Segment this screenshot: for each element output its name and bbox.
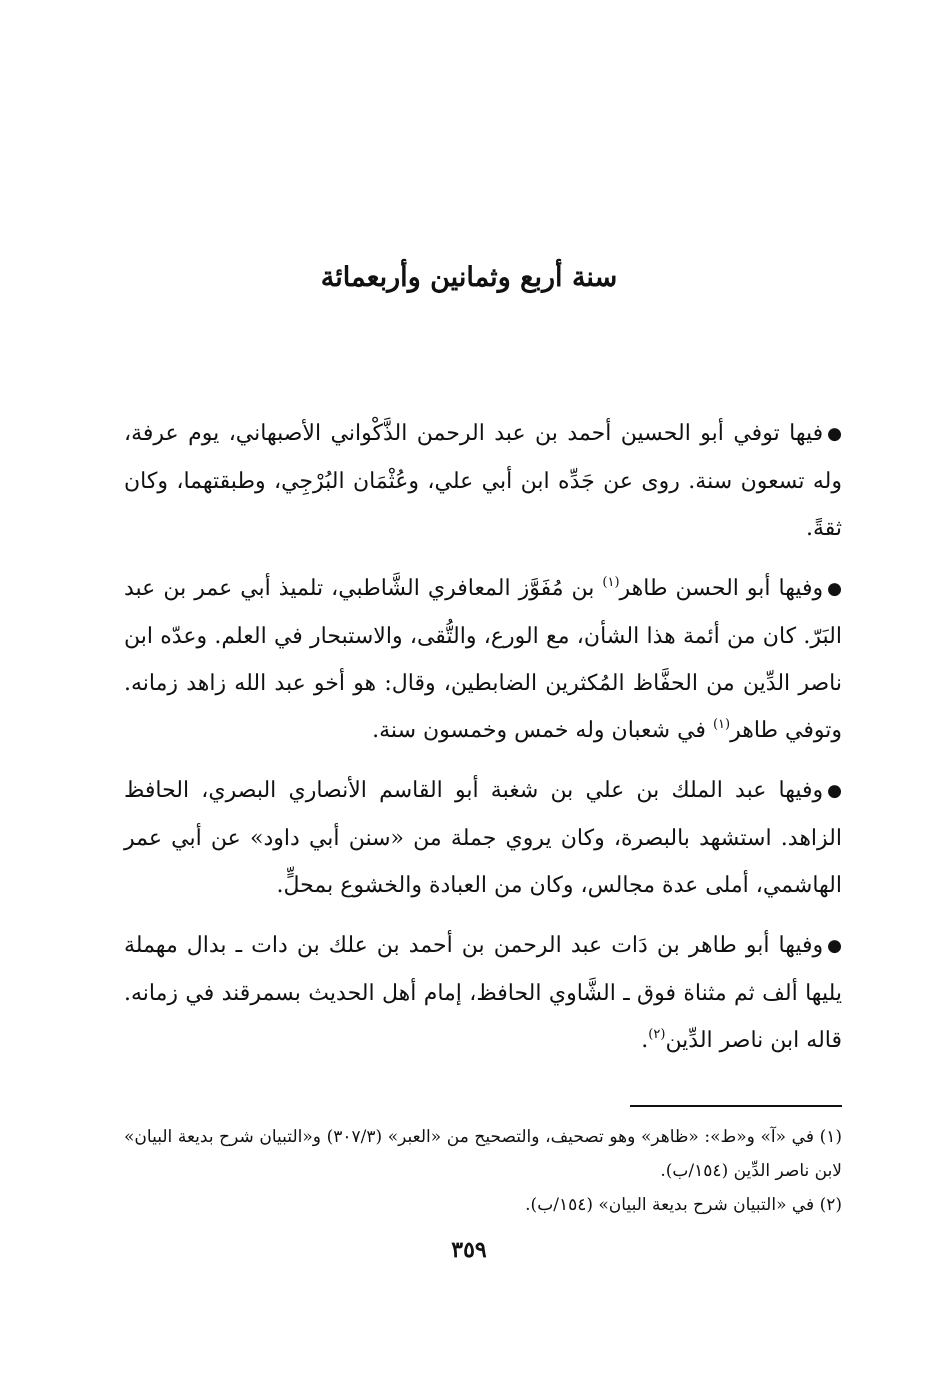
footnote-1: (١) في «آ» و«ط»: «ظاهر» وهو تصحيف، والتصحيح من «العبر» (٣٠٧/٣) و«التبيان شرح بديعة البيان» لابن ناصر الدِّين (١٥٤/ب). bbox=[124, 1127, 842, 1181]
footnote-marker: (١) bbox=[712, 717, 731, 732]
bullet-icon: ● bbox=[827, 781, 842, 801]
main-text bbox=[124, 410, 842, 1077]
footnote-marker: (٢) bbox=[648, 1027, 666, 1042]
footnote-divider bbox=[630, 1105, 842, 1107]
paragraph-text: بن مُفَوَّز المعافري الشَّاطبي، تلميذ أبي عمر بن عبد البَرّ. كان من أئمة هذا الشأن، مع الورع، والتُّقى، والاستبحار في العلم. وعدّه ابن ناصر الدِّين من الحفَّاظ المُكثرين الضابطين، وقال: هو أخو عبد الله زاهد زمانه. وتوفي طاهر bbox=[124, 576, 842, 743]
paragraph-text: وفيها أبو الحسن طاهر bbox=[619, 576, 824, 601]
paragraph-text: وفيها عبد الملك بن علي بن شغبة أبو القاسم الأنصاري البصري، الحافظ الزاهد. استشهد بالبصرة، وكان يروي جملة من «سنن أبي داود» عن أبي عمر الهاشمي، أملى عدة مجالس، وكان من العبادة والخشوع بمحلٍّ. bbox=[124, 778, 842, 898]
bullet-icon: ● bbox=[827, 936, 842, 956]
footnote-marker: (١) bbox=[602, 575, 620, 590]
footnotes bbox=[124, 1120, 842, 1222]
bullet-icon: ● bbox=[827, 424, 842, 444]
footnote-2: (٢) في «التبيان شرح بديعة البيان» (١٥٤/ب). bbox=[525, 1195, 842, 1215]
paragraph-text: وفيها أبو طاهر بن دَات عبد الرحمن بن أحمد بن علك بن دات ـ بدال مهملة يليها ألف ثم مثناة فوق ـ الشَّاوي الحافظ، إمام أهل الحديث بسمرقند في زمانه. قاله ابن ناصر الدِّين bbox=[124, 933, 842, 1053]
paragraph-text: في شعبان وله خمس وخمسون سنة. bbox=[372, 718, 713, 743]
bullet-icon: ● bbox=[827, 579, 842, 599]
paragraph-text: فيها توفي أبو الحسين أحمد بن عبد الرحمن الذَّكْواني الأصبهاني، يوم عرفة، وله تسعون سنة. روى عن جَدِّه ابن أبي علي، وعُثْمَان البُرْجِي، وطبقتهما، وكان ثقةً. bbox=[124, 421, 842, 541]
paragraph-3 bbox=[124, 767, 842, 909]
section-title: سنة أربع وثمانين وأربعمائة bbox=[320, 262, 618, 293]
page-number: ٣٥٩ bbox=[451, 1237, 487, 1263]
paragraph-4 bbox=[124, 922, 842, 1064]
paragraph-2 bbox=[124, 565, 842, 754]
paragraph-1 bbox=[124, 410, 842, 552]
paragraph-text: . bbox=[641, 1028, 649, 1053]
